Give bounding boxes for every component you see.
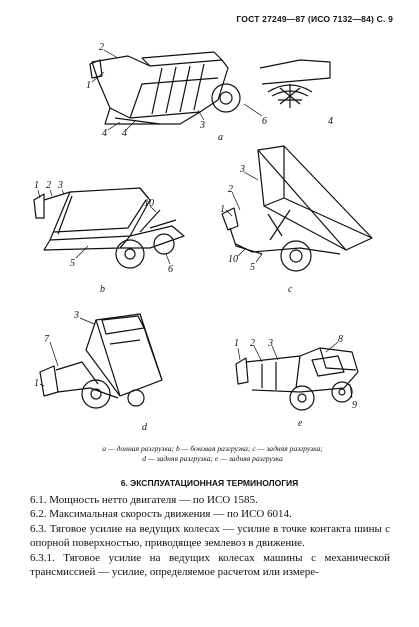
callout-a-3: 3 (200, 120, 205, 131)
figure-b-side-dump (34, 188, 184, 268)
figure-e-letter: e (298, 418, 303, 429)
callout-b-2: 2 (46, 180, 51, 191)
callout-e-2: 2 (250, 338, 255, 349)
callout-c-3: 3 (240, 164, 245, 175)
callout-b-3: 3 (58, 180, 63, 191)
callout-c-2: 2 (228, 184, 233, 195)
callout-b-5: 5 (70, 258, 75, 269)
callout-e-8: 8 (338, 334, 343, 345)
figure-b-letter: b (100, 284, 105, 295)
figure-d-letter: d (142, 422, 147, 433)
callout-d-3: 3 (74, 310, 79, 321)
figure-caption (40, 444, 385, 464)
callout-d-1: 1 (34, 378, 39, 389)
figure-c-letter: c (288, 284, 293, 295)
callout-a-2: 2 (99, 42, 104, 53)
callout-c-1: 1 (220, 204, 225, 215)
callout-b-10: 10 (144, 198, 154, 209)
callout-a-6: 6 (262, 116, 267, 127)
page-header: ГОСТ 27249—87 (ИСО 7132—84) С. 9 (236, 14, 393, 24)
section-title: 6. ЭКСПЛУАТАЦИОННАЯ ТЕРМИНОЛОГИЯ (120, 478, 299, 488)
callout-e-1: 1 (234, 338, 239, 349)
paragraph-6-2: 6.2. Максимальная скорость движения — по ИСО 6014. (30, 508, 292, 521)
callout-e-9: 9 (352, 400, 357, 411)
callout-a-4c: 4 (328, 116, 333, 127)
callout-c-10: 10 (228, 254, 238, 265)
caption-line-1: а — донная разгрузка; b — боковая разгрузка; c — задняя разгрузка; (102, 444, 323, 453)
figure-a-letter: a (218, 132, 223, 143)
paragraph-6-1: 6.1. Мощность нетто двигателя — по ИСО 1585. (30, 494, 258, 506)
callout-a-1: 1 (86, 80, 91, 91)
callout-e-3: 3 (268, 338, 273, 349)
figure-e-rear-dump (236, 348, 358, 410)
caption-line-2: d — задняя разгрузка; е — задняя разгрузка (142, 454, 283, 463)
callout-b-6: 6 (168, 264, 173, 275)
figure-d-rear-dump (40, 314, 162, 408)
figure-a-bottom-dump (90, 52, 330, 124)
body-text (30, 493, 390, 579)
callout-d-7: 7 (44, 334, 49, 345)
callout-a-4: 4 (102, 128, 107, 139)
paragraph-6-3-1: 6.3.1. Тяговое усилие на ведущих колесах машины с механической трансмиссией — усилие, определяемое расчетом или измере- (30, 551, 390, 579)
paragraph-6-3: 6.3. Тяговое усилие на ведущих колесах — усилие в точке контакта шины с опорной поверхностью, приводящее землевоз в движение. (30, 522, 390, 550)
callout-a-4b: 4 (122, 128, 127, 139)
callout-c-5: 5 (250, 262, 255, 273)
callout-b-1: 1 (34, 180, 39, 191)
